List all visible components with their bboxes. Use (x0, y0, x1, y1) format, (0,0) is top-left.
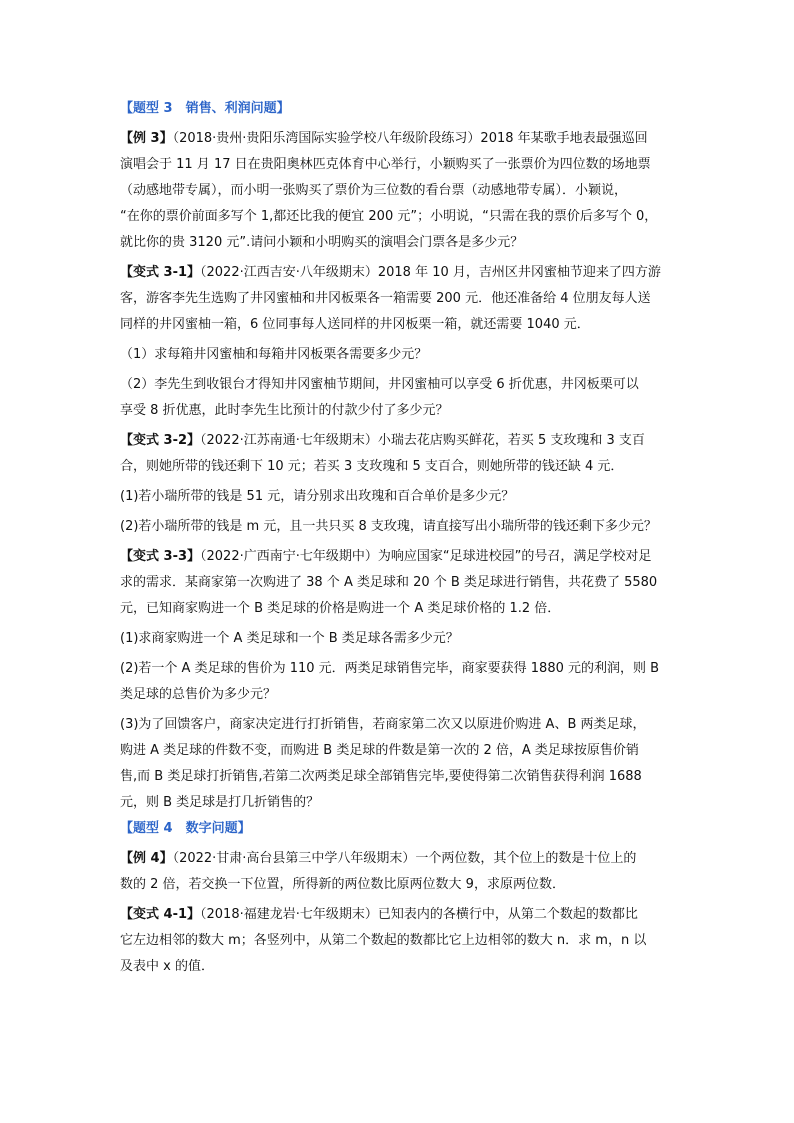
variant-3-1-line-1: 【变式 3-1】（2022·江西吉安·八年级期末）2018 年 10 月，吉州区井冈蜜柚节迎来了四方游 (120, 265, 661, 280)
variant-4-1-line-2: 它左边相邻的数大 m；各竖列中，从第二个数起的数都比它上边相邻的数大 n．求 m，n 以 (120, 933, 647, 948)
variant-3-2-line-2: 合，则她所带的钱还剩下 10 元；若买 3 支玫瑰和 5 支百合，则她所带的钱还缺 4 元． (120, 459, 624, 474)
variant-3-1-line-2: 客，游客李先生选购了井冈蜜柚和井冈板栗各一箱需要 200 元．他还准备给 4 位朋友每人送 (120, 291, 651, 306)
example-4-line-1: 【例 4】（2022·甘肃·高台县第三中学八年级期末）一个两位数，其个位上的数是十位上的 (120, 851, 637, 866)
variant-4-1-line-3: 及表中 x 的值． (120, 959, 214, 974)
variant-4-1-line-1: 【变式 4-1】（2018·福建龙岩·七年级期末）已知表内的各横行中，从第二个数起的数都比 (120, 907, 638, 922)
example-3-line-3: （动感地带专属），而小明一张购买了票价为三位数的看台票（动感地带专属）．小颖说， (120, 183, 628, 198)
example-4-line-2: 数的 2 倍，若交换一下位置，所得新的两位数比原两位数大 9，求原两位数． (120, 877, 565, 892)
variant-3-1-question-2-line-2: 享受 8 折优惠，此时李先生比预计的付款少付了多少元？ (120, 403, 449, 418)
variant-3-1-tag: 【变式 3-1】 (120, 265, 201, 280)
variant-3-3-question-3-line-3: 售,而 B 类足球打折销售,若第二次两类足球全部销售完毕,要使得第二次销售获得利润 1688 (120, 769, 642, 784)
variant-3-2-tag: 【变式 3-2】 (120, 433, 201, 448)
variant-3-1-line-3: 同样的井冈蜜柚一箱，6 位同事每人送同样的井冈板栗一箱，就还需要 1040 元． (120, 317, 590, 332)
variant-3-2-line-1: 【变式 3-2】（2022·江苏南通·七年级期末）小瑞去花店购买鲜花，若买 5 支玫瑰和 3 支百 (120, 433, 645, 448)
variant-4-1-tag: 【变式 4-1】 (120, 907, 201, 922)
variant-3-3-question-2-line-1: (2)若一个 A 类足球的售价为 110 元．两类足球销售完毕，商家要获得 1880 元的利润，则 B (120, 661, 660, 676)
section-title-3: 【题型 3 销售、利润问题】 (120, 101, 290, 116)
variant-3-2-question-1: (1)若小瑞所带的钱是 51 元，请分别求出玫瑰和百合单价是多少元？ (120, 489, 515, 504)
variant-3-3-line-1: 【变式 3-3】（2022·广西南宁·七年级期中）为响应国家“足球进校园”的号召，满足学校对足 (120, 549, 652, 564)
variant-3-3-question-3-line-4: 元，则 B 类足球是打几折销售的？ (120, 795, 320, 810)
example-4-tag: 【例 4】 (120, 851, 173, 866)
variant-3-3-question-3-line-2: 购进 A 类足球的件数不变，而购进 B 类足球的件数是第一次的 2 倍，A 类足球按原售价销 (120, 743, 639, 758)
variant-3-3-tag: 【变式 3-3】 (120, 549, 201, 564)
variant-3-1-question-1: （1）求每箱井冈蜜柚和每箱井冈板栗各需要多少元？ (120, 347, 428, 362)
variant-3-3-question-2-line-2: 类足球的总售价为多少元？ (120, 687, 277, 702)
document-page (120, 96, 676, 980)
example-3-line-2: 演唱会于 11 月 17 日在贵阳奥林匹克体育中心举行，小颖购买了一张票价为四位数的场地票 (120, 157, 651, 172)
section-title-4: 【题型 4 数字问题】 (120, 821, 251, 836)
variant-3-3-question-3-line-1: (3)为了回馈客户，商家决定进行打折销售，若商家第二次又以原进价购进 A、B 两类足球， (120, 717, 646, 732)
variant-3-3-line-2: 求的需求．某商家第一次购进了 38 个 A 类足球和 20 个 B 类足球进行销售，共花费了 5580 (120, 575, 658, 590)
variant-3-1-question-2-line-1: （2）李先生到收银台才得知井冈蜜柚节期间，井冈蜜柚可以享受 6 折优惠，井冈板栗可以 (120, 377, 639, 392)
example-3-line-5: 就比你的贵 3120 元”.请问小颖和小明购买的演唱会门票各是多少元？ (120, 235, 524, 250)
variant-3-2-question-2: (2)若小瑞所带的钱是 m 元，且一共只买 8 支玫瑰，请直接写出小瑞所带的钱还剩下多少元？ (120, 519, 657, 534)
variant-3-3-question-1: (1)求商家购进一个 A 类足球和一个 B 类足球各需多少元？ (120, 631, 459, 646)
example-3-tag: 【例 3】 (120, 131, 173, 146)
example-3-line-1: 【例 3】（2018·贵州·贵阳乐湾国际实验学校八年级阶段练习）2018 年某歌手地表最强巡回 (120, 131, 648, 146)
variant-3-3-line-3: 元，已知商家购进一个 B 类足球的价格是购进一个 A 类足球价格的 1.2 倍． (120, 601, 561, 616)
example-3-line-4: “在你的票价前面多写个 1,都还比我的便宜 200 元”；小明说，“只需在我的票价后多写个 0， (120, 209, 658, 224)
